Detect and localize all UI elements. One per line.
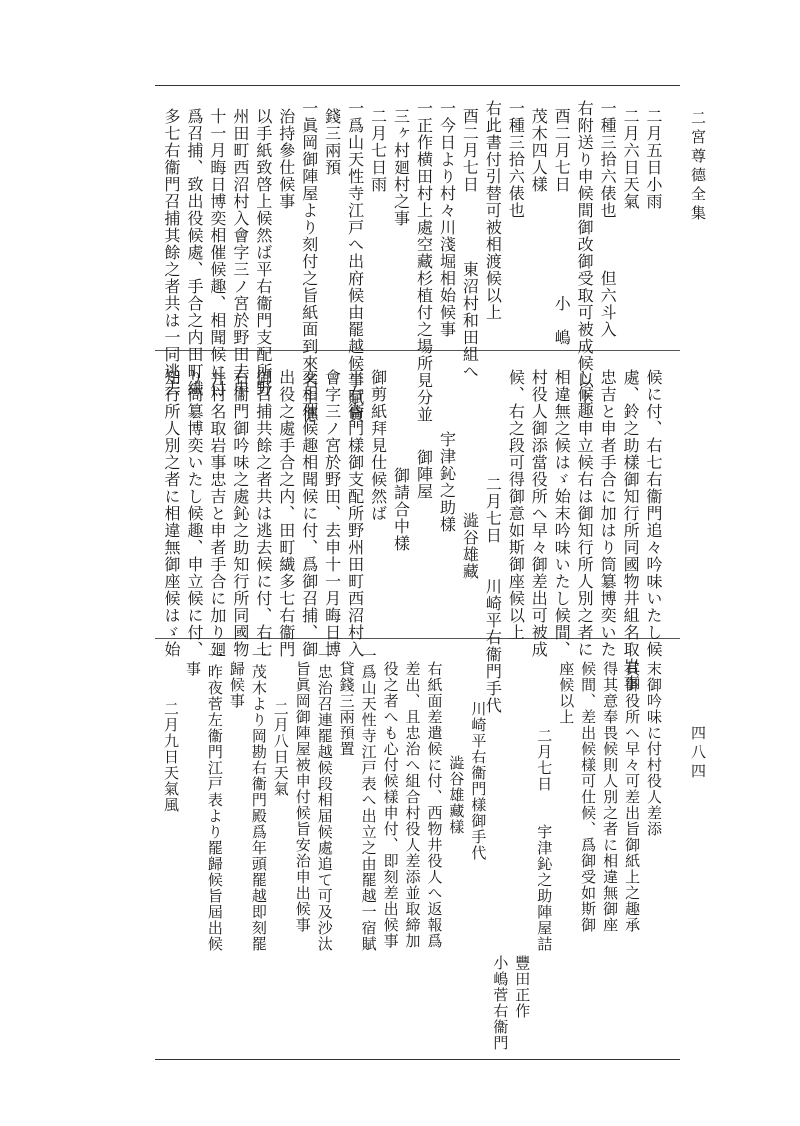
text-column: 會字三ノ宮於野田、去申十一月晦日博 [322, 368, 342, 658]
text-column: 澁谷雄藏 [460, 511, 480, 580]
text-column: 一茂木より岡勘右衞門殿爲年頭罷越即刻罷 [249, 648, 268, 952]
page-number: 四八四 [689, 725, 707, 782]
text-column: 酉二月七日 東沼村和田組へ [460, 108, 480, 380]
text-column: 村役人御添當役所へ早々御差出可被成 [529, 368, 549, 658]
text-column: 貸錢三兩預置 [337, 661, 356, 758]
text-column: 御陣屋 [414, 449, 434, 501]
text-column: 爲召捕、致出役候處、手合之内田町繊 [184, 108, 204, 397]
text-column: 治持參仕候事 [276, 108, 296, 210]
text-column: 右紙面差遣候に付、西物井役人へ返報爲 [425, 661, 444, 950]
text-column: 三ヶ村廻村之事 [391, 108, 411, 227]
text-column: 事 [183, 661, 202, 678]
text-column: 一今日より村々川淺堀相始候事 [437, 100, 457, 338]
text-column: 候に付、右七右衞門追々吟味いたし候 [644, 368, 664, 658]
text-column: し候趣申立候右は御知行所人別之者に [575, 368, 595, 658]
text-column: 二月八日天氣 [271, 701, 290, 798]
text-column: 二月六日天氣 [621, 108, 641, 210]
text-column: 候間、差出候樣可仕候、爲御受如斯御 [579, 661, 598, 934]
text-column: 小嶋菅右衞門 [491, 954, 510, 1051]
text-column: 二月七日 川崎平右衞門手代 [483, 476, 503, 715]
text-column: 役之者へも心付候樣申付、即刻差出候事 [381, 661, 400, 950]
text-column: 酉二月七日 小 嶋 [552, 108, 572, 346]
text-column: 一種三拾六俵也 [506, 100, 526, 219]
text-column: 右衞門御吟味之處鈊之助知行所同國物 [230, 368, 250, 658]
text-column: 御剪紙拜見仕候然ば [368, 368, 388, 522]
text-column: 奕相催候趣相聞候に付、爲御召捕、御 [299, 368, 319, 658]
text-column: 州田町西沼村入會字三ノ宮於野田去申 [230, 108, 250, 397]
text-column: 十一月晦日博奕相催候趣、相聞候に付 [207, 108, 227, 397]
text-column: 茂木四人樣 [529, 108, 549, 193]
text-column: 宇津鈊之助樣 [437, 431, 457, 534]
text-column: 一正作横田村上處空藏杉植付之場所見分並 [414, 100, 434, 423]
text-column: 二月七日 宇津鈊之助陣屋詰 [535, 728, 554, 952]
text-column: 旨眞岡御陣屋被申付候旨安治申出候事 [293, 661, 312, 934]
text-column: 座候以上 [557, 661, 576, 726]
text-column: 得其意奉畏候則人別之者に相違無御座 [601, 661, 620, 934]
text-column: 一昨夜菅左衞門江戸表より罷歸候旨屆出候 [205, 648, 224, 952]
text-column: 一忠治召連罷越候段相届候處追て可及沙汰 [315, 648, 334, 952]
text-column: 相違無之候はゞ始末吟味いたし候間、 [552, 368, 572, 658]
text-column: 川崎平右衞門樣御手代 [469, 701, 488, 862]
text-column: 處、鈴之助樣御知行所同國物井組名取岩事 [621, 368, 641, 692]
text-column: 澁谷雄藏樣 [447, 754, 466, 835]
text-column: 其御役所へ早々可差出旨御紙上之趣承 [623, 661, 642, 934]
text-column: 末御吟味に付村役人差添 [645, 661, 664, 838]
text-column: 平右衞門樣御支配所野州田町西沼村入 [345, 368, 365, 658]
text-column: 御召捕共餘之者共は逃去候に付、右七 [253, 368, 273, 658]
text-column: 二月五日小雨 [644, 108, 664, 210]
text-column: 一爲山天性寺江戸へ出府候由罷越候事賦貸 [345, 100, 365, 423]
text-column: 一種三拾六俵也 但六斗入 [598, 100, 618, 338]
text-column: 一眞岡御陣屋より刻付之旨紙面到來名主德 [299, 100, 319, 423]
book-title: 二宮尊德全集 [689, 110, 707, 224]
text-column: 差出、且忠治へ組合村役人差添並取締加 [403, 661, 422, 950]
text-column: 二月九日天氣風 [162, 701, 180, 814]
text-column: 錢三兩預 [322, 108, 342, 176]
text-column: 知行所人別之者に相違無御座候はゞ始 [162, 368, 181, 658]
text-column: 多七右衞門召捕其餘之者共は一同逃去 [162, 108, 181, 397]
text-column: 右附送り申候間御改御受取可被成候以上 [575, 100, 595, 406]
text-column: 一爲山天性寺江戸表へ出立之由罷越一宿賦 [359, 648, 378, 952]
text-column: 忠吉と申者手合に加はり筒簒博奕いた [598, 368, 618, 658]
text-column: 二月七日雨 [368, 108, 388, 193]
text-column: 豐田正作 [513, 954, 532, 1019]
text-column: 御請合中樣 [391, 467, 411, 553]
text-column: 候、右之段可得御意如斯御座候以上 [506, 368, 526, 641]
text-column: 以手紙致啓上候然ば平右衞門支配所野 [253, 108, 273, 397]
text-column: 歸候事 [227, 661, 246, 710]
text-column: 右此書付引替可被相渡候以上 [483, 100, 503, 321]
text-column: 出役之處手合之内、田町繊多七右衞門 [276, 368, 296, 658]
text-column: り筒簒博奕いたし候趣、申立候に付、 [184, 368, 204, 658]
text-column: 井村名取岩事忠吉と申者手合に加り廻 [207, 368, 227, 658]
